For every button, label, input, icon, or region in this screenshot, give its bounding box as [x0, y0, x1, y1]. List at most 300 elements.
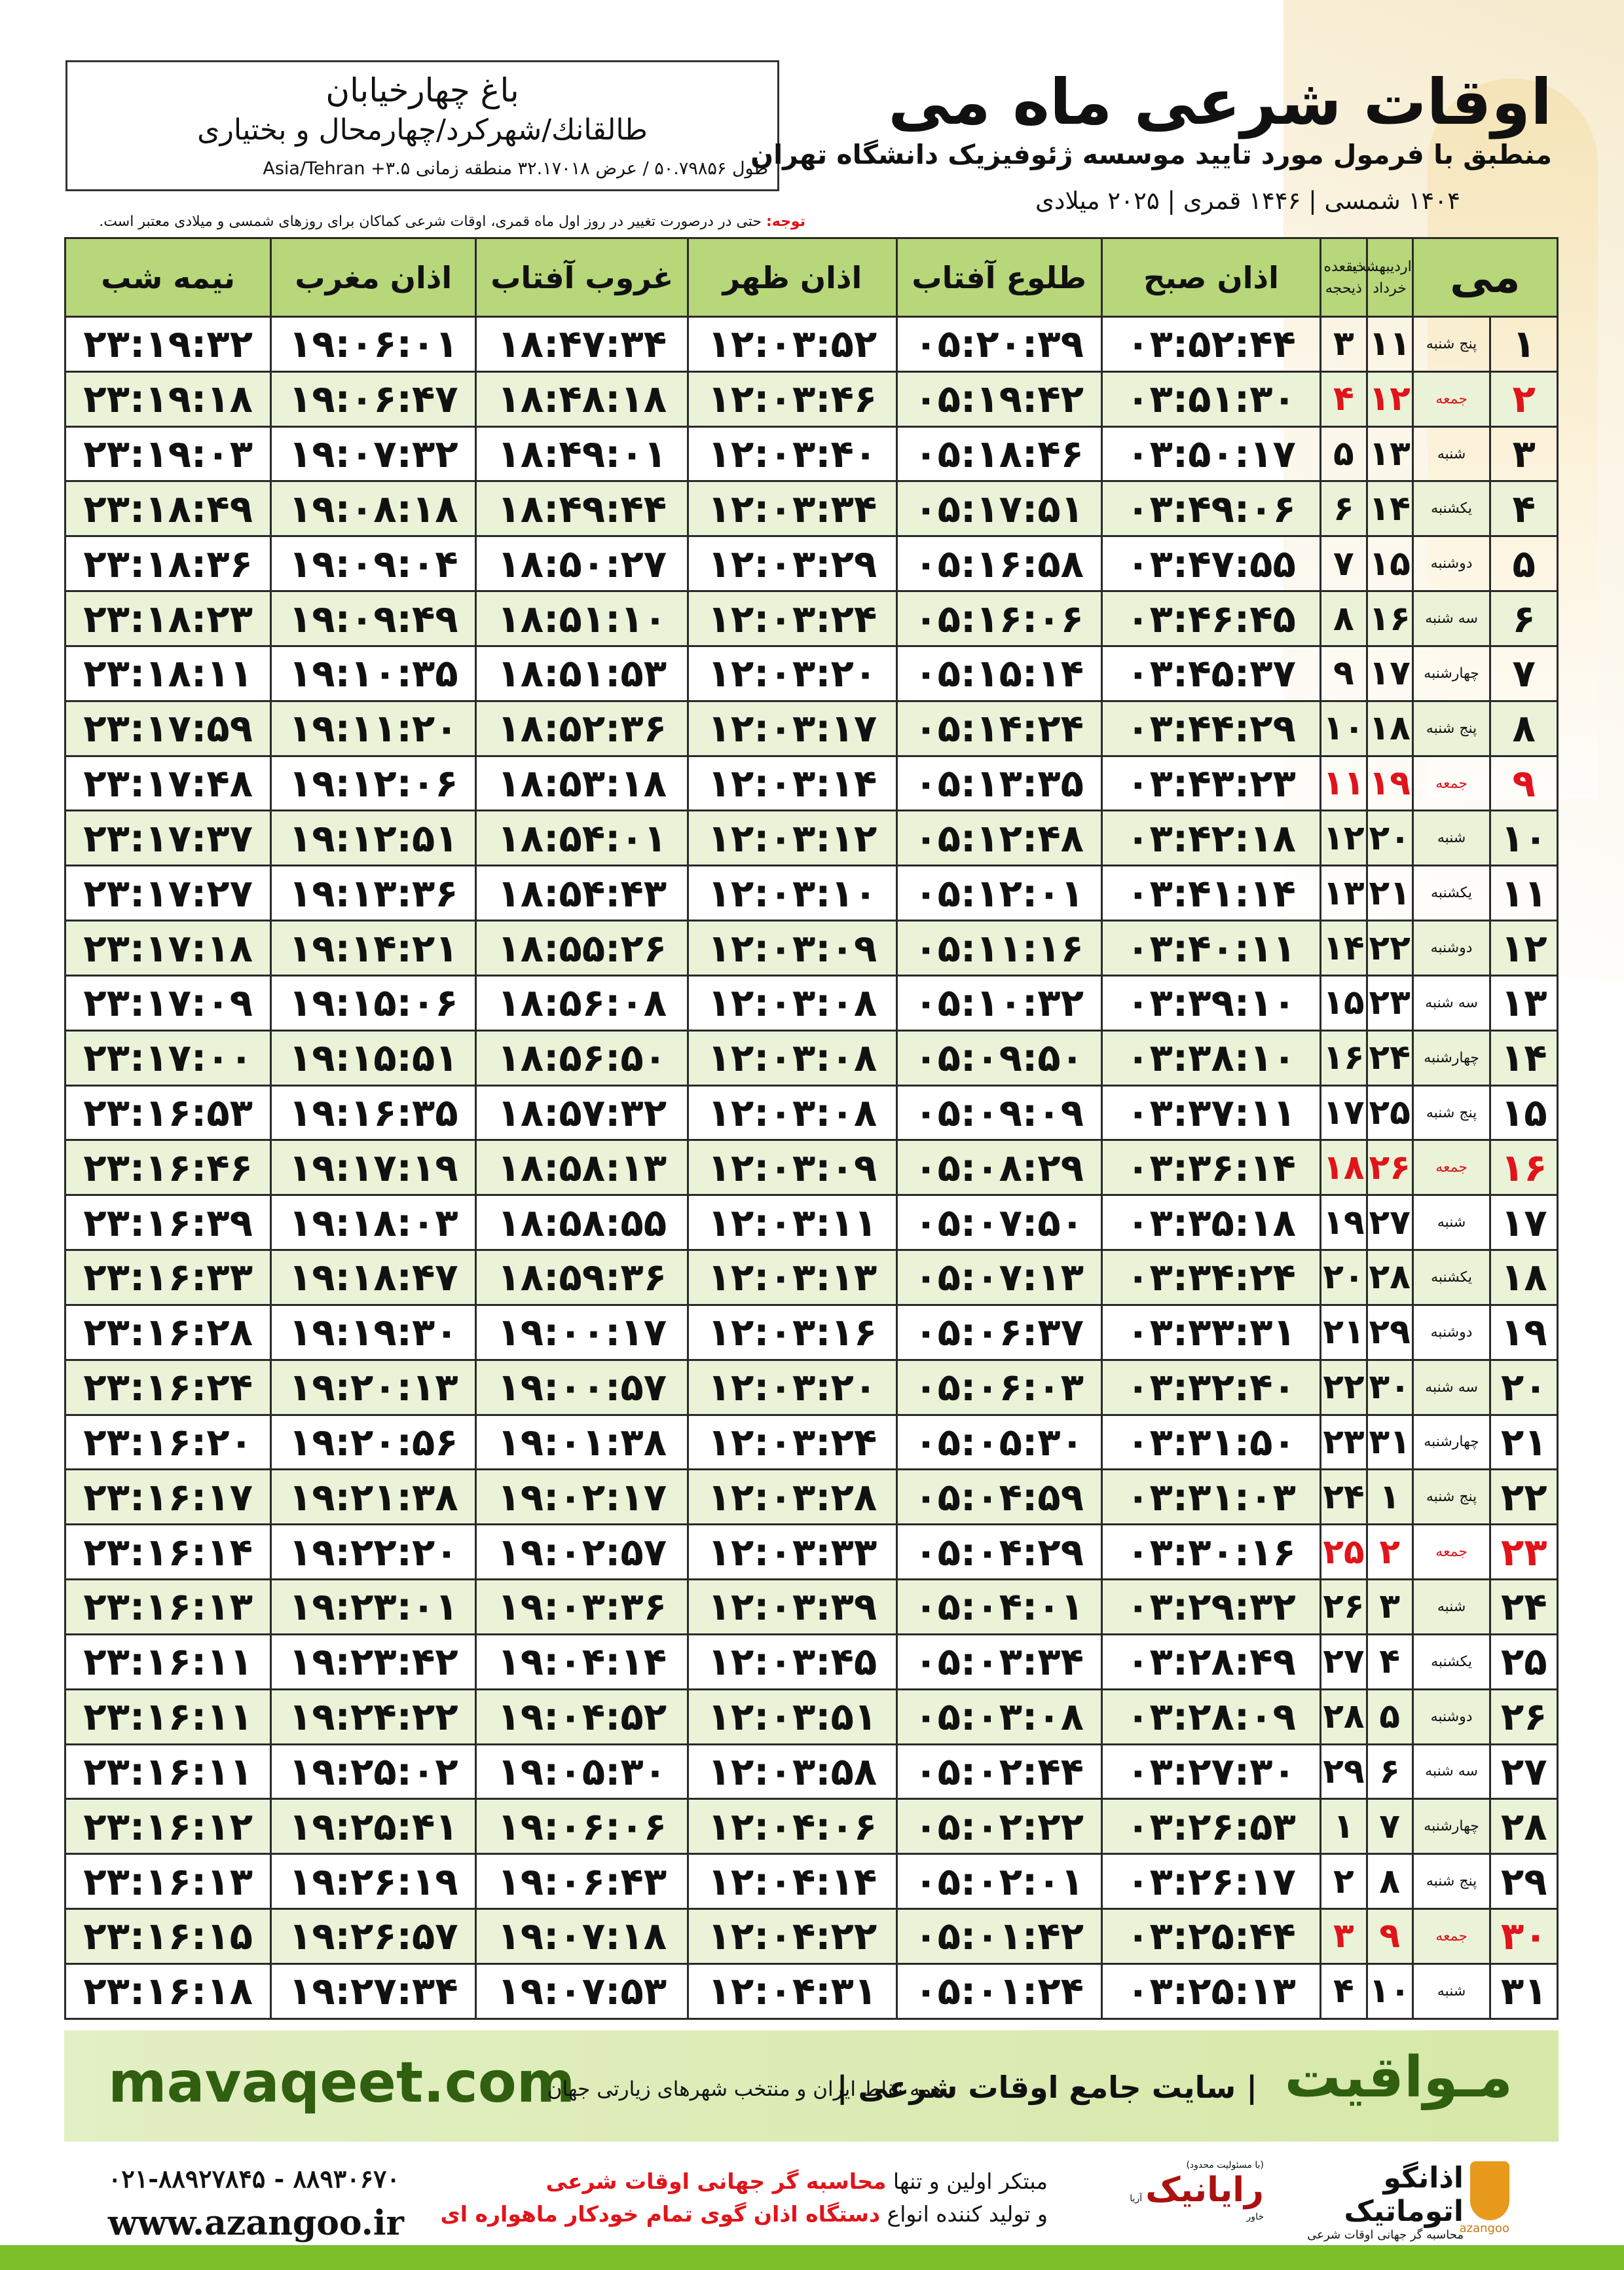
sunrise-time: ۰۵:۱۶:۵۸	[896, 536, 1101, 591]
shamsi-day: ۳۱	[1367, 1415, 1412, 1470]
midnight-time: ۲۳:۱۷:۰۹	[65, 975, 271, 1030]
fajr-time: ۰۳:۲۶:۱۷	[1101, 1854, 1321, 1909]
table-row	[65, 1580, 1558, 1635]
qamari-day: ۱۳	[1321, 866, 1367, 921]
table-row	[65, 975, 1558, 1030]
sunset-time: ۱۸:۵۱:۵۳	[476, 646, 688, 701]
dhuhr-time: ۱۲:۰۳:۳۴	[688, 481, 896, 536]
weekday: چهارشنبه	[1412, 1799, 1490, 1854]
day-number: ۱۳	[1490, 975, 1558, 1030]
sunrise-time: ۰۵:۱۲:۰۱	[896, 866, 1101, 921]
day-number: ۲۷	[1490, 1744, 1558, 1799]
day-number: ۲۸	[1490, 1799, 1558, 1854]
weekday: چهارشنبه	[1412, 1415, 1490, 1470]
maghrib-time: ۱۹:۱۷:۱۹	[271, 1140, 476, 1195]
midnight-time: ۲۳:۱۹:۱۸	[65, 371, 271, 426]
weekday: دوشنبه	[1412, 1689, 1490, 1744]
weekday: یکشنبه	[1412, 1250, 1490, 1305]
sunset-time: ۱۸:۵۷:۳۲	[476, 1085, 688, 1140]
qamari-day: ۱۶	[1321, 1030, 1367, 1085]
dhuhr-time: ۱۲:۰۳:۰۸	[688, 1030, 896, 1085]
qamari-day: ۱۲	[1321, 811, 1367, 866]
dhuhr-time: ۱۲:۰۴:۳۱	[688, 1963, 896, 2019]
shamsi-day: ۳۰	[1367, 1360, 1412, 1415]
dhuhr-time: ۱۲:۰۳:۰۹	[688, 1140, 896, 1195]
shamsi-day: ۶	[1367, 1744, 1412, 1799]
day-number: ۴	[1490, 481, 1558, 536]
dhuhr-time: ۱۲:۰۳:۵۸	[688, 1744, 896, 1799]
dhuhr-time: ۱۲:۰۳:۱۶	[688, 1305, 896, 1360]
shamsi-day: ۹	[1367, 1909, 1412, 1964]
midnight-time: ۲۳:۱۸:۴۹	[65, 481, 271, 536]
fajr-time: ۰۳:۲۸:۰۹	[1101, 1689, 1321, 1744]
shamsi-day: ۱۵	[1367, 536, 1412, 591]
table-row	[65, 371, 1558, 426]
midnight-time: ۲۳:۱۶:۱۵	[65, 1909, 271, 1964]
dhuhr-time: ۱۲:۰۳:۲۰	[688, 1360, 896, 1415]
qamari-day: ۷	[1321, 536, 1367, 591]
weekday: یکشنبه	[1412, 1634, 1490, 1689]
sunset-time: ۱۸:۵۳:۱۸	[476, 756, 688, 811]
table-row	[65, 921, 1558, 976]
location-box	[65, 60, 779, 191]
maghrib-time: ۱۹:۰۹:۰۴	[271, 536, 476, 591]
table-row	[65, 591, 1558, 646]
fajr-time: ۰۳:۳۳:۳۱	[1101, 1305, 1321, 1360]
day-number: ۲۳	[1490, 1525, 1558, 1580]
qamari-day: ۲۱	[1321, 1305, 1367, 1360]
sunrise-time: ۰۵:۰۲:۲۲	[896, 1799, 1101, 1854]
dhuhr-time: ۱۲:۰۴:۰۶	[688, 1799, 896, 1854]
shamsi-day: ۸	[1367, 1854, 1412, 1909]
header-midnight: نیمه شب	[65, 238, 271, 317]
weekday: چهارشنبه	[1412, 1030, 1490, 1085]
shamsi-day: ۱۶	[1367, 591, 1412, 646]
table-row	[65, 1305, 1558, 1360]
fajr-time: ۰۳:۲۷:۳۰	[1101, 1744, 1321, 1799]
fajr-time: ۰۳:۴۷:۵۵	[1101, 536, 1321, 591]
midnight-time: ۲۳:۱۶:۴۶	[65, 1140, 271, 1195]
sunset-time: ۱۹:۰۶:۴۳	[476, 1854, 688, 1909]
day-number: ۲	[1490, 371, 1558, 426]
table-header-row	[65, 238, 1558, 317]
midnight-time: ۲۳:۱۶:۱۱	[65, 1634, 271, 1689]
table-row	[65, 1963, 1558, 2019]
dhuhr-time: ۱۲:۰۳:۱۲	[688, 811, 896, 866]
promo-text	[441, 2165, 1048, 2230]
qamari-day: ۱۹	[1321, 1195, 1367, 1250]
shamsi-day: ۲۳	[1367, 975, 1412, 1030]
location-coords: طول ۵۰.۷۹۸۵۶ / عرض ۳۲.۱۷۰۱۸ منطقه زمانی ۳.۵+ Asia/Tehran	[263, 158, 768, 179]
fajr-time: ۰۳:۴۹:۰۶	[1101, 481, 1321, 536]
fajr-time: ۰۳:۲۸:۴۹	[1101, 1634, 1321, 1689]
midnight-time: ۲۳:۱۷:۴۸	[65, 756, 271, 811]
table-row	[65, 1909, 1558, 1964]
weekday: جمعه	[1412, 1909, 1490, 1964]
maghrib-time: ۱۹:۱۲:۰۶	[271, 756, 476, 811]
sunrise-time: ۰۵:۰۸:۲۹	[896, 1140, 1101, 1195]
note-text: حتی در درصورت تغییر در روز اول ماه قمری، اوقات شرعی کماکان برای روزهای شمسی و میلادی معتبر است.	[99, 214, 766, 230]
shamsi-day: ۱۸	[1367, 701, 1412, 756]
qamari-day: ۴	[1321, 371, 1367, 426]
sunrise-time: ۰۵:۲۰:۳۹	[896, 317, 1101, 372]
fajr-time: ۰۳:۲۵:۴۴	[1101, 1909, 1321, 1964]
sunset-time: ۱۹:۰۶:۰۶	[476, 1799, 688, 1854]
shamsi-day: ۱	[1367, 1470, 1412, 1525]
day-number: ۲۰	[1490, 1360, 1558, 1415]
sunrise-time: ۰۵:۱۸:۴۶	[896, 426, 1101, 481]
shamsi-day: ۲۸	[1367, 1250, 1412, 1305]
fajr-time: ۰۳:۴۲:۱۸	[1101, 811, 1321, 866]
day-number: ۱۸	[1490, 1250, 1558, 1305]
maghrib-time: ۱۹:۱۴:۲۱	[271, 921, 476, 976]
sunrise-time: ۰۵:۰۴:۰۱	[896, 1580, 1101, 1635]
sunrise-time: ۰۵:۰۷:۵۰	[896, 1195, 1101, 1250]
table-row	[65, 1195, 1558, 1250]
azangoo-name: اذانگو اتوماتیک	[1344, 2161, 1464, 2228]
sunset-time: ۱۹:۰۰:۱۷	[476, 1305, 688, 1360]
weekday: سه شنبه	[1412, 591, 1490, 646]
table-row	[65, 1854, 1558, 1909]
sunrise-time: ۰۵:۰۹:۵۰	[896, 1030, 1101, 1085]
maghrib-time: ۱۹:۲۲:۲۰	[271, 1525, 476, 1580]
midnight-time: ۲۳:۱۶:۱۱	[65, 1689, 271, 1744]
sunrise-time: ۰۵:۱۳:۳۵	[896, 756, 1101, 811]
qamari-day: ۲۴	[1321, 1470, 1367, 1525]
fajr-time: ۰۳:۳۴:۲۴	[1101, 1250, 1321, 1305]
sunset-time: ۱۸:۴۹:۴۴	[476, 481, 688, 536]
fajr-time: ۰۳:۴۰:۱۱	[1101, 921, 1321, 976]
qamari-day: ۹	[1321, 646, 1367, 701]
fajr-time: ۰۳:۵۰:۱۷	[1101, 426, 1321, 481]
midnight-time: ۲۳:۱۶:۱۱	[65, 1744, 271, 1799]
midnight-time: ۲۳:۱۷:۲۷	[65, 866, 271, 921]
maghrib-time: ۱۹:۱۵:۵۱	[271, 1030, 476, 1085]
fajr-time: ۰۳:۲۹:۳۲	[1101, 1580, 1321, 1635]
sunset-time: ۱۹:۰۰:۵۷	[476, 1360, 688, 1415]
table-row	[65, 811, 1558, 866]
midnight-time: ۲۳:۱۶:۱۸	[65, 1963, 271, 2019]
table-row	[65, 1250, 1558, 1305]
dhuhr-time: ۱۲:۰۳:۲۰	[688, 646, 896, 701]
dhuhr-time: ۱۲:۰۳:۴۰	[688, 426, 896, 481]
day-number: ۱۴	[1490, 1030, 1558, 1085]
fajr-time: ۰۳:۵۱:۳۰	[1101, 371, 1321, 426]
day-number: ۱۹	[1490, 1305, 1558, 1360]
weekday: جمعه	[1412, 1140, 1490, 1195]
dhuhr-time: ۱۲:۰۳:۱۴	[688, 756, 896, 811]
shamsi-day: ۲۲	[1367, 921, 1412, 976]
dhuhr-time: ۱۲:۰۳:۰۹	[688, 921, 896, 976]
sunset-time: ۱۹:۰۲:۱۷	[476, 1470, 688, 1525]
promo-line-1	[441, 2165, 1048, 2198]
midnight-time: ۲۳:۱۶:۱۲	[65, 1799, 271, 1854]
header-sunrise: طلوع آفتاب	[896, 238, 1101, 317]
shamsi-day: ۴	[1367, 1634, 1412, 1689]
weekday: دوشنبه	[1412, 921, 1490, 976]
shamsi-day: ۵	[1367, 1689, 1412, 1744]
shamsi-day: ۷	[1367, 1799, 1412, 1854]
sunrise-time: ۰۵:۱۰:۳۲	[896, 975, 1101, 1030]
sunset-time: ۱۹:۰۷:۵۳	[476, 1963, 688, 2019]
sunrise-time: ۰۵:۱۹:۴۲	[896, 371, 1101, 426]
maghrib-time: ۱۹:۰۷:۳۲	[271, 426, 476, 481]
note-label: توجه:	[766, 214, 805, 230]
day-number: ۱۵	[1490, 1085, 1558, 1140]
midnight-time: ۲۳:۱۶:۲۴	[65, 1360, 271, 1415]
header-qamari	[1321, 238, 1367, 317]
fajr-time: ۰۳:۳۵:۱۸	[1101, 1195, 1321, 1250]
midnight-time: ۲۳:۱۸:۳۶	[65, 536, 271, 591]
sunrise-time: ۰۵:۱۲:۴۸	[896, 811, 1101, 866]
dhuhr-time: ۱۲:۰۳:۳۳	[688, 1525, 896, 1580]
azangoo-tag: محاسبه گر جهانی اوقات شرعی	[1307, 2228, 1464, 2242]
sunset-time: ۱۹:۰۱:۳۸	[476, 1415, 688, 1470]
sunset-time: ۱۸:۵۲:۳۶	[476, 701, 688, 756]
shamsi-day: ۲۷	[1367, 1195, 1412, 1250]
page-title: اوقات شرعی ماه می	[888, 65, 1552, 139]
table-row	[65, 1470, 1558, 1525]
fajr-time: ۰۳:۳۱:۰۳	[1101, 1470, 1321, 1525]
shamsi-day: ۱۱	[1367, 317, 1412, 372]
note	[59, 214, 805, 230]
maghrib-time: ۱۹:۲۴:۲۲	[271, 1689, 476, 1744]
table-row	[65, 1030, 1558, 1085]
dhuhr-time: ۱۲:۰۳:۰۸	[688, 975, 896, 1030]
table-row	[65, 1799, 1558, 1854]
fajr-time: ۰۳:۵۲:۴۴	[1101, 317, 1321, 372]
sunrise-time: ۰۵:۰۱:۲۴	[896, 1963, 1101, 2019]
qamari-day: ۱	[1321, 1799, 1367, 1854]
fajr-time: ۰۳:۳۷:۱۱	[1101, 1085, 1321, 1140]
midnight-time: ۲۳:۱۶:۱۴	[65, 1525, 271, 1580]
promo-line-2	[441, 2198, 1048, 2231]
midnight-time: ۲۳:۱۷:۰۰	[65, 1030, 271, 1085]
azangoo-logo	[1293, 2161, 1509, 2242]
weekday: پنج شنبه	[1412, 701, 1490, 756]
maghrib-time: ۱۹:۲۷:۳۴	[271, 1963, 476, 2019]
weekday: جمعه	[1412, 1525, 1490, 1580]
site-url-link[interactable]: mavaqeet.com	[108, 2050, 576, 2115]
day-number: ۱۱	[1490, 866, 1558, 921]
maghrib-time: ۱۹:۰۹:۴۹	[271, 591, 476, 646]
azangoo-text	[1293, 2161, 1464, 2242]
sunset-time: ۱۸:۵۵:۲۶	[476, 921, 688, 976]
shamsi-day: ۲۹	[1367, 1305, 1412, 1360]
sunset-time: ۱۸:۵۶:۰۸	[476, 975, 688, 1030]
day-number: ۸	[1490, 701, 1558, 756]
weekday: چهارشنبه	[1412, 646, 1490, 701]
table-row	[65, 1085, 1558, 1140]
table-row	[65, 481, 1558, 536]
table-row	[65, 756, 1558, 811]
maghrib-time: ۱۹:۲۰:۱۳	[271, 1360, 476, 1415]
sunrise-time: ۰۵:۰۳:۰۸	[896, 1689, 1101, 1744]
rayanik-small: آریا خاور	[1130, 2193, 1264, 2222]
day-number: ۱۷	[1490, 1195, 1558, 1250]
sunset-time: ۱۹:۰۷:۱۸	[476, 1909, 688, 1964]
sunrise-time: ۰۵:۱۷:۵۱	[896, 481, 1101, 536]
qamari-day: ۸	[1321, 591, 1367, 646]
maghrib-time: ۱۹:۲۵:۰۲	[271, 1744, 476, 1799]
header-qamari-top: ذیقعده	[1323, 258, 1364, 275]
weekday: سه شنبه	[1412, 975, 1490, 1030]
sunrise-time: ۰۵:۰۴:۵۹	[896, 1470, 1101, 1525]
dhuhr-time: ۱۲:۰۳:۲۹	[688, 536, 896, 591]
midnight-time: ۲۳:۱۶:۵۳	[65, 1085, 271, 1140]
shamsi-day: ۱۲	[1367, 371, 1412, 426]
qamari-day: ۶	[1321, 481, 1367, 536]
sunrise-time: ۰۵:۱۵:۱۴	[896, 646, 1101, 701]
midnight-time: ۲۳:۱۷:۳۷	[65, 811, 271, 866]
weekday: شنبه	[1412, 1195, 1490, 1250]
sunset-time: ۱۸:۵۴:۰۱	[476, 811, 688, 866]
fajr-time: ۰۳:۳۱:۵۰	[1101, 1415, 1321, 1470]
sunrise-time: ۰۵:۰۹:۰۹	[896, 1085, 1101, 1140]
rayanik-name: رایانیک	[1145, 2170, 1264, 2210]
shamsi-day: ۳	[1367, 1580, 1412, 1635]
sunrise-time: ۰۵:۱۱:۱۶	[896, 921, 1101, 976]
dhuhr-time: ۱۲:۰۳:۱۱	[688, 1195, 896, 1250]
table-row	[65, 1415, 1558, 1470]
maghrib-time: ۱۹:۲۶:۵۷	[271, 1909, 476, 1964]
brand-logo: مـواقیت	[1284, 2045, 1513, 2110]
fajr-time: ۰۳:۳۰:۱۶	[1101, 1525, 1321, 1580]
table-row	[65, 536, 1558, 591]
shamsi-day: ۲۴	[1367, 1030, 1412, 1085]
dhuhr-time: ۱۲:۰۴:۱۴	[688, 1854, 896, 1909]
day-number: ۲۶	[1490, 1689, 1558, 1744]
maghrib-time: ۱۹:۲۵:۴۱	[271, 1799, 476, 1854]
weekday: دوشنبه	[1412, 536, 1490, 591]
midnight-time: ۲۳:۱۸:۲۳	[65, 591, 271, 646]
fajr-time: ۰۳:۴۳:۲۳	[1101, 756, 1321, 811]
sunrise-time: ۰۵:۰۳:۳۴	[896, 1634, 1101, 1689]
table-row	[65, 866, 1558, 921]
dhuhr-time: ۱۲:۰۳:۳۹	[688, 1580, 896, 1635]
qamari-day: ۵	[1321, 426, 1367, 481]
fajr-time: ۰۳:۴۱:۱۴	[1101, 866, 1321, 921]
azangoo-mark-icon	[1470, 2161, 1509, 2220]
qamari-day: ۲۲	[1321, 1360, 1367, 1415]
sunrise-time: ۰۵:۰۲:۰۱	[896, 1854, 1101, 1909]
header-fajr: اذان صبح	[1101, 238, 1321, 317]
maghrib-time: ۱۹:۱۸:۴۷	[271, 1250, 476, 1305]
sunset-time: ۱۸:۴۹:۰۱	[476, 426, 688, 481]
sunset-time: ۱۸:۵۸:۵۵	[476, 1195, 688, 1250]
table-row	[65, 701, 1558, 756]
shamsi-day: ۲۶	[1367, 1140, 1412, 1195]
sunrise-time: ۰۵:۱۶:۰۶	[896, 591, 1101, 646]
sunrise-time: ۰۵:۰۶:۰۳	[896, 1360, 1101, 1415]
sunrise-time: ۰۵:۱۴:۲۴	[896, 701, 1101, 756]
header-month: می	[1412, 238, 1557, 317]
maghrib-time: ۱۹:۲۰:۵۶	[271, 1415, 476, 1470]
weekday: شنبه	[1412, 1963, 1490, 2019]
day-number: ۳۱	[1490, 1963, 1558, 2019]
table-row	[65, 1634, 1558, 1689]
dhuhr-time: ۱۲:۰۳:۱۷	[688, 701, 896, 756]
table-row	[65, 426, 1558, 481]
fajr-time: ۰۳:۲۶:۵۳	[1101, 1799, 1321, 1854]
brand-tagline: | سایت جامع اوقات شرعی |	[836, 2070, 1257, 2105]
sunset-time: ۱۹:۰۲:۵۷	[476, 1525, 688, 1580]
azangoo-url-link[interactable]: www.azangoo.ir	[108, 2203, 404, 2243]
dhuhr-time: ۱۲:۰۳:۴۵	[688, 1634, 896, 1689]
midnight-time: ۲۳:۱۷:۱۸	[65, 921, 271, 976]
header-sunset: غروب آفتاب	[476, 238, 688, 317]
day-number: ۱۶	[1490, 1140, 1558, 1195]
dhuhr-time: ۱۲:۰۳:۲۴	[688, 591, 896, 646]
sunset-time: ۱۸:۵۱:۱۰	[476, 591, 688, 646]
qamari-day: ۴	[1321, 1963, 1367, 2019]
rayanik-tag: (با مسئولیت محدود)	[1186, 2160, 1264, 2170]
maghrib-time: ۱۹:۱۳:۳۶	[271, 866, 476, 921]
maghrib-time: ۱۹:۲۱:۳۸	[271, 1470, 476, 1525]
sunset-time: ۱۸:۵۴:۴۳	[476, 866, 688, 921]
weekday: جمعه	[1412, 756, 1490, 811]
table-row	[65, 1689, 1558, 1744]
day-number: ۶	[1490, 591, 1558, 646]
qamari-day: ۲۶	[1321, 1580, 1367, 1635]
sunset-time: ۱۹:۰۳:۳۶	[476, 1580, 688, 1635]
table-row	[65, 1744, 1558, 1799]
midnight-time: ۲۳:۱۶:۱۷	[65, 1470, 271, 1525]
qamari-day: ۲۵	[1321, 1525, 1367, 1580]
fajr-time: ۰۳:۴۶:۴۵	[1101, 591, 1321, 646]
midnight-time: ۲۳:۱۹:۳۲	[65, 317, 271, 372]
sunset-time: ۱۸:۵۶:۵۰	[476, 1030, 688, 1085]
dhuhr-time: ۱۲:۰۳:۴۶	[688, 371, 896, 426]
qamari-day: ۱۵	[1321, 975, 1367, 1030]
sunrise-time: ۰۵:۰۶:۳۷	[896, 1305, 1101, 1360]
qamari-day: ۲۷	[1321, 1634, 1367, 1689]
weekday: سه شنبه	[1412, 1744, 1490, 1799]
header-dhuhr: اذان ظهر	[688, 238, 896, 317]
sunset-time: ۱۸:۴۸:۱۸	[476, 371, 688, 426]
day-number: ۱	[1490, 317, 1558, 372]
day-number: ۳۰	[1490, 1909, 1558, 1964]
fajr-time: ۰۳:۴۵:۳۷	[1101, 646, 1321, 701]
fajr-time: ۰۳:۲۵:۱۳	[1101, 1963, 1321, 2019]
qamari-day: ۳	[1321, 317, 1367, 372]
dhuhr-time: ۱۲:۰۳:۱۳	[688, 1250, 896, 1305]
qamari-day: ۲	[1321, 1854, 1367, 1909]
maghrib-time: ۱۹:۱۱:۲۰	[271, 701, 476, 756]
shamsi-day: ۱۰	[1367, 1963, 1412, 2019]
maghrib-time: ۱۹:۲۶:۱۹	[271, 1854, 476, 1909]
weekday: پنج شنبه	[1412, 1085, 1490, 1140]
table-row	[65, 1140, 1558, 1195]
dhuhr-time: ۱۲:۰۳:۱۰	[688, 866, 896, 921]
header-shamsi	[1352, 238, 1412, 317]
midnight-time: ۲۳:۱۶:۳۹	[65, 1195, 271, 1250]
dhuhr-time: ۱۲:۰۳:۵۱	[688, 1689, 896, 1744]
day-number: ۲۱	[1490, 1415, 1558, 1470]
qamari-day: ۱۴	[1321, 921, 1367, 976]
day-number: ۹	[1490, 756, 1558, 811]
maghrib-time: ۱۹:۱۶:۳۵	[271, 1085, 476, 1140]
header-qamari-bottom: ذیحجه	[1325, 280, 1362, 297]
weekday: شنبه	[1412, 811, 1490, 866]
page-subtitle: منطبق با فرمول مورد تایید موسسه ژئوفیزیک دانشگاه تهران	[750, 139, 1552, 170]
sunrise-time: ۰۵:۰۱:۴۲	[896, 1909, 1101, 1964]
midnight-time: ۲۳:۱۸:۱۱	[65, 646, 271, 701]
qamari-day: ۱۷	[1321, 1085, 1367, 1140]
maghrib-time: ۱۹:۱۸:۰۳	[271, 1195, 476, 1250]
table-row	[65, 317, 1558, 372]
shamsi-day: ۲۱	[1367, 866, 1412, 921]
